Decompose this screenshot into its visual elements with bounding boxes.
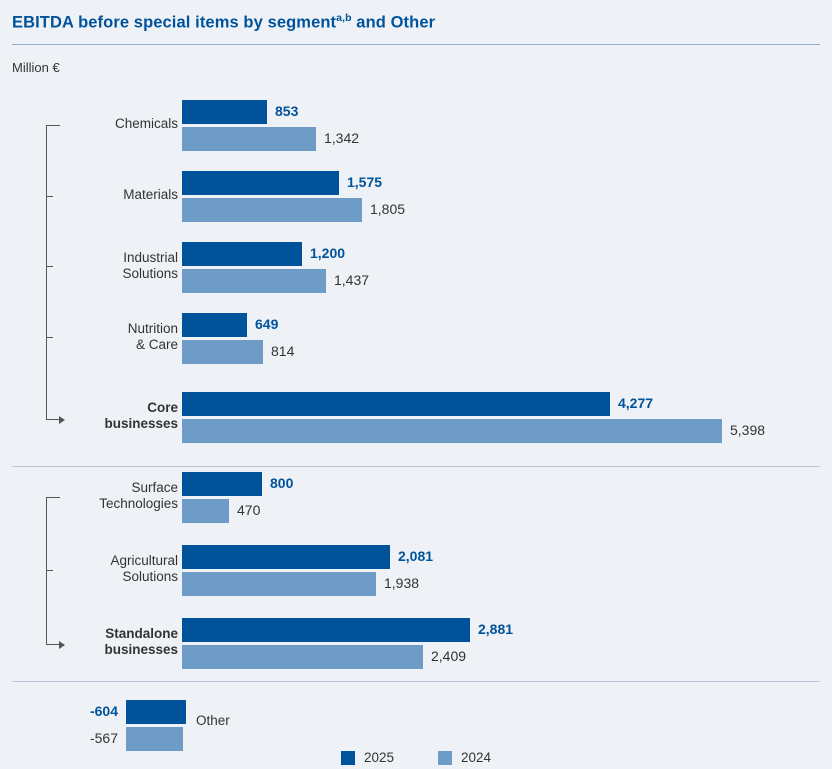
row-label-nutrition-and-care [40, 321, 178, 353]
bar-value-2025: 2,081 [398, 548, 434, 564]
bar-2024 [182, 127, 316, 151]
bar-value-2024: 1,437 [334, 272, 370, 288]
row-label-line: Industrial [123, 250, 178, 265]
bar-2025 [182, 545, 390, 569]
legend-item-2024 [438, 750, 491, 765]
page-title-main: EBITDA before special items by segment [12, 13, 337, 32]
row-label-line: Nutrition [127, 321, 178, 336]
legend-swatch-2025 [341, 751, 355, 765]
chart-row-chemicals [0, 100, 832, 164]
row-label-line: Solutions [122, 266, 178, 281]
row-label-chemicals [40, 116, 178, 132]
bar-value-2025: -604 [89, 703, 118, 719]
bar-2025 [182, 171, 339, 195]
row-label-line: Surface [131, 480, 178, 495]
bar-2025 [182, 392, 610, 416]
row-label-line: Solutions [122, 569, 178, 584]
row-label-materials [40, 187, 178, 203]
row-label-line: Technologies [99, 496, 178, 511]
bar-2024 [182, 419, 722, 443]
row-label-line: Materials [123, 187, 178, 202]
bar-2025 [182, 618, 470, 642]
bar-value-2025: 1,575 [347, 174, 383, 190]
bar-value-2024: 814 [271, 343, 295, 359]
page-title-tail: and Other [351, 13, 436, 32]
bar-value-2025: 800 [270, 475, 294, 491]
bar-2024 [182, 269, 326, 293]
row-label-surface-technologies [40, 480, 178, 512]
row-label-line: Core [147, 400, 178, 415]
bar-value-2024: 1,938 [384, 575, 420, 591]
bar-2024 [126, 727, 183, 751]
section-divider-core [12, 466, 820, 467]
bar-2025 [182, 100, 267, 124]
bar-value-2025: 1,200 [310, 245, 346, 261]
bar-2024 [182, 198, 362, 222]
bar-value-2024: 470 [237, 502, 261, 518]
legend-item-2025 [341, 750, 394, 765]
row-label-line: Standalone [105, 626, 178, 641]
row-label-line: businesses [104, 642, 178, 657]
legend-label-2024: 2024 [461, 750, 492, 765]
bar-value-2025: 649 [255, 316, 279, 332]
legend-swatch-2024 [438, 751, 452, 765]
chart-row-core-businesses [0, 392, 832, 456]
bar-value-2024: 5,398 [730, 422, 766, 438]
page-title-footnote-marker: a,b [336, 12, 352, 24]
bar-2024 [182, 499, 229, 523]
title-divider [12, 44, 820, 45]
bar-value-2025: 4,277 [618, 395, 654, 411]
row-label-other: Other [196, 713, 230, 728]
chart-legend [0, 750, 832, 765]
bar-value-2024: 1,805 [370, 201, 406, 217]
chart-row-industrial-solutions [0, 242, 832, 306]
bar-2024 [182, 645, 423, 669]
bar-value-2024: -567 [89, 730, 118, 746]
bar-value-2024: 2,409 [431, 648, 467, 664]
bar-value-2025: 2,881 [478, 621, 514, 637]
unit-label: Million € [12, 60, 60, 75]
row-label-core-businesses [40, 400, 178, 432]
bar-value-2025: 853 [275, 103, 299, 119]
row-label-standalone-businesses [40, 626, 178, 658]
row-label-line: businesses [104, 416, 178, 431]
row-label-line: Chemicals [114, 116, 178, 131]
legend-label-2025: 2025 [363, 750, 394, 765]
page-title [12, 12, 435, 33]
bar-value-2024: 1,342 [324, 130, 360, 146]
row-label-line: & Care [135, 337, 178, 352]
chart-row-materials [0, 171, 832, 235]
row-label-agricultural-solutions [40, 553, 178, 585]
bar-2025 [182, 472, 262, 496]
chart-row-agricultural-solutions [0, 545, 832, 609]
bar-2025 [126, 700, 186, 724]
chart-row-nutrition-and-care [0, 313, 832, 377]
row-label-industrial-solutions [40, 250, 178, 282]
bar-2024 [182, 572, 376, 596]
chart-row-standalone-businesses [0, 618, 832, 682]
bar-2025 [182, 313, 247, 337]
bar-2024 [182, 340, 263, 364]
bar-2025 [182, 242, 302, 266]
chart-row-surface-technologies [0, 472, 832, 536]
row-label-line: Agricultural [110, 553, 178, 568]
